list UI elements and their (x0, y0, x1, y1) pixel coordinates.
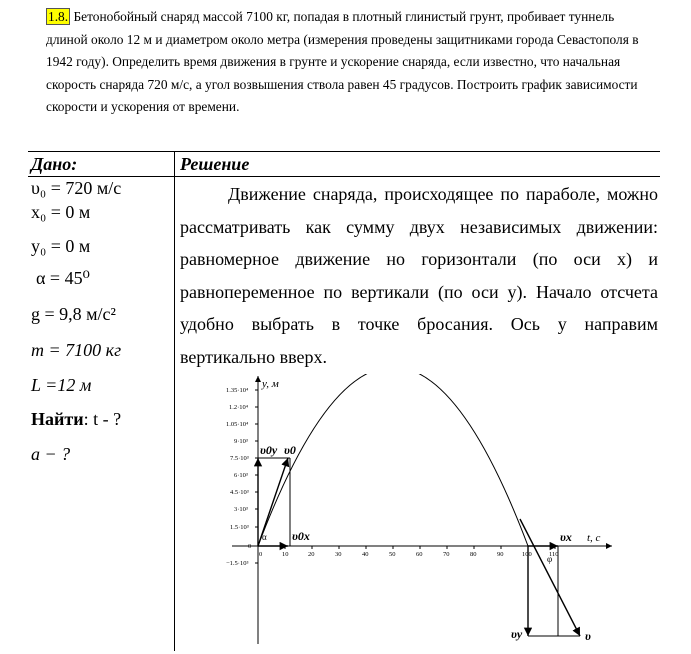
x-ticks (282, 546, 559, 558)
y-tick-label: 1.5·10³ (230, 524, 249, 531)
x-tick-label: 90 (497, 551, 504, 558)
x-tick-label: 30 (335, 551, 342, 558)
find-acceleration: a − ? (31, 444, 71, 464)
x-tick-label: 60 (416, 551, 423, 558)
phi-label: φ (547, 554, 553, 564)
x-tick-label: 70 (443, 551, 450, 558)
table-header-rule (28, 176, 660, 177)
x-tick-label: 40 (362, 551, 369, 558)
x-tick-label: 110 (549, 551, 559, 558)
solution-paragraph: Движение снаряда, происходящее по параболе, можно рассматривать как сумму двух независимых движении: равномерное движение но горизонтали (по оси x) и равнопеременное по вертикали (по оси y). Начало отсчета удобно выбрать в точке бросания. Ось y направим вертикально вверх. (180, 184, 658, 367)
y-tick-label: 7.5·10³ (230, 455, 249, 462)
v0y-label: υ0y (260, 443, 278, 457)
given-alpha: α = 45⁰ (36, 268, 90, 288)
find-label: Найти (31, 409, 84, 429)
problem-statement: Бетонобойный снаряд массой 7100 кг, попадая в плотный глинистый грунт, пробивает туннель длиной около 12 м и диаметром около метра (измерения проведены защитниками города Севастополя в 1942 году). Определить время движения в грунте и ускорение снаряда, если известно, что начальная скорость снаряда 720 м/с, а угол возвышения ствола равен 45 градусов. Построить график зависимости скорости и ускорения от времени. (46, 9, 639, 115)
y-tick-label: 0 (248, 543, 252, 550)
alpha-label: α (262, 532, 267, 542)
x-tick-label: 80 (470, 551, 477, 558)
given-v0: υ₀ = 720 м/с (31, 178, 122, 198)
v0-label: υ0 (284, 443, 296, 457)
solution-header: Решение (180, 154, 250, 174)
problem-text (46, 6, 656, 119)
x-axis-label: t, с (587, 532, 601, 544)
v-label: υ (585, 629, 591, 643)
given-mass: m = 7100 кг (31, 340, 122, 360)
solution-text (180, 178, 658, 373)
x-tick-label: 100 (522, 551, 532, 558)
table-column-divider (174, 151, 175, 651)
y-tick-label: 6·10³ (234, 472, 248, 479)
given-length: L =12 м (31, 375, 92, 395)
vy-label: υy (511, 627, 523, 641)
y-tick-label: 4.5·10³ (230, 489, 249, 496)
trajectory-curve (258, 374, 528, 546)
given-g: g = 9,8 м/с² (31, 304, 116, 324)
y-tick-label: 1.05·10⁴ (226, 421, 249, 428)
table-top-rule (28, 151, 660, 152)
y-tick-label: 3·10³ (234, 506, 248, 513)
y-tick-label: 9·10³ (234, 438, 248, 445)
given-y0: y₀ = 0 м (31, 236, 91, 256)
trajectory-graph (222, 374, 617, 650)
y-tick-label: −1.5·10³ (226, 560, 249, 567)
x-tick-label: 10 (282, 551, 289, 558)
y-tick-label: 1.35·10⁴ (226, 387, 249, 394)
find-time (31, 409, 121, 430)
v0x-label: υ0x (292, 529, 310, 543)
problem-number: 1.8. (48, 9, 69, 24)
y-ticks (226, 387, 258, 567)
x-tick-label: 50 (389, 551, 396, 558)
find-time-text: : t - ? (83, 409, 122, 429)
x-tick-label: 20 (308, 551, 315, 558)
vx-label: υx (560, 530, 572, 544)
origin-label: 0 (259, 551, 263, 558)
y-axis-label: y, м (262, 378, 279, 390)
given-x0: x₀ = 0 м (31, 202, 91, 222)
y-tick-label: 1.2·10⁴ (229, 404, 249, 411)
given-header: Дано: (31, 154, 78, 174)
